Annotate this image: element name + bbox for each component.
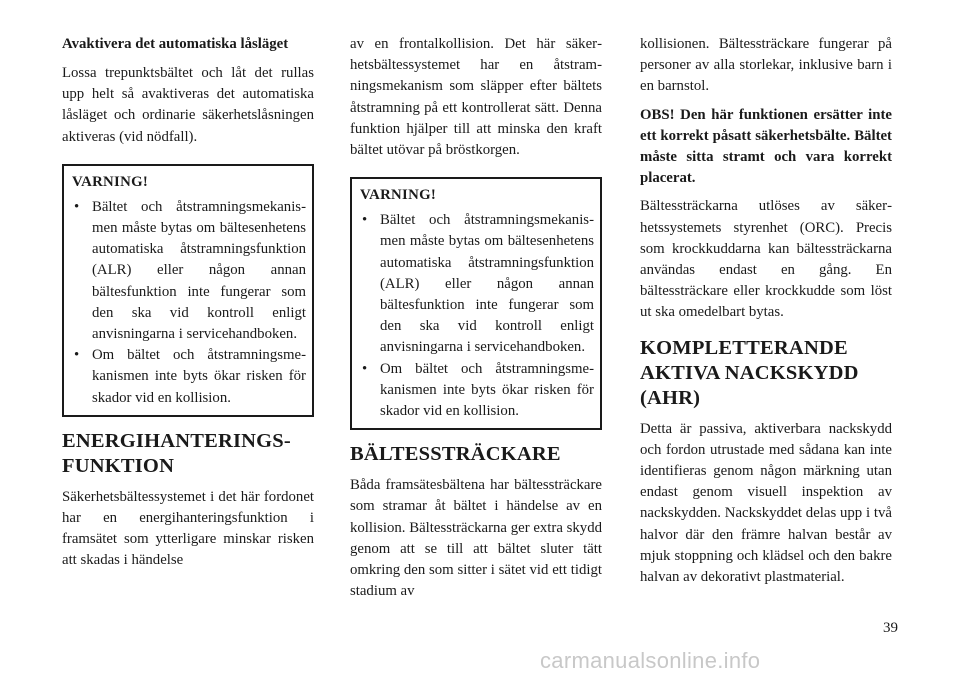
column-left	[62, 34, 314, 579]
section-heading: BÄLTESSTRÄCKARE	[350, 443, 561, 466]
column-right	[640, 34, 892, 595]
body-paragraph: Båda framsätesbältena har bältessträckare som stramar åt bältet i händelse av en kollision. Bältessträckarna ger extra skydd genom att se till att bältet sluter tätt omkring den som sitter i sätet vid ett tidigt stadium av	[350, 477, 602, 600]
warning-box	[350, 177, 602, 430]
body-paragraph: kollisionen. Bältessträckare fungerar på personer av alla storlekar, inklusive barn i en barnstol.	[640, 36, 892, 95]
section-subheading: Avaktivera det automatiska låsläget	[62, 36, 289, 52]
body-paragraph: Lossa trepunktsbältet och låt det rullas upp helt så avaktiveras det automatiska låsläget och ordinarie säkerhetslåsningen aktiveras (vid nödfall).	[62, 65, 314, 145]
page-number: 39	[883, 620, 898, 636]
body-paragraph: Bältessträckarna utlöses av säkerhetssystemets styrenhet (ORC). Precis som krockkuddarna kan bältessträckarna användas endast en gång. En bältessträckare eller krockkudde som löst ut ska omedelbart bytas.	[640, 198, 892, 321]
warning-item: • Bältet och åtstramningsmekanismen måste bytas om bältesenhetens automatiska åtstramningsfunktion (ALR) eller någon annan bältesfunktion inte fungerar som den ska vid kontroll enligt anvisningarna i servicehandboken.	[360, 210, 594, 358]
warning-item: • Om bältet och åtstramningsmekanismen inte byts ökar risken för skador vid en kollision.	[72, 345, 306, 409]
warning-list	[72, 197, 306, 409]
section-heading: KOMPLETTERANDE AKTIVA NACKSKYDD (AHR)	[640, 336, 859, 409]
warning-box	[62, 164, 314, 417]
body-paragraph: av en frontalkollision. Det här säkerhetsbältessystemet har en åtstramningsmekanism som släpper efter bältets åtstramning på ett kontrollerat sätt. Denna funktion hjälper till att minska den kraft bältet utövar på bröstkorgen.	[350, 36, 602, 159]
section-heading: ENERGIHANTERINGSFUNKTION	[62, 429, 291, 477]
warning-title: VARNING!	[360, 187, 437, 204]
warning-item: • Om bältet och åtstramningsmekanismen inte byts ökar risken för skador vid en kollision.	[360, 359, 594, 423]
body-paragraph: Säkerhetsbältessystemet i det här fordonet har en energihanteringsfunktion i framsätet som ytterligare minskar risken att skadas i händelse	[62, 488, 314, 569]
warning-item: • Bältet och åtstramningsmekanismen måste bytas om bältesenhetens automatiska åtstramningsfunktion (ALR) eller någon annan bältesfunktion inte fungerar som den ska vid kontroll enligt anvisningarna i servicehandboken.	[72, 197, 306, 345]
watermark: carmanualsonline.info	[540, 648, 761, 673]
warning-list	[360, 210, 594, 422]
body-paragraph: Detta är passiva, aktiverbara nackskydd och fordon utrustade med sådana kan inte identifieras genom någon märkning utan endast genom visuell inspektion av nackskydden. Nackskyddet delas upp i två halvor där den främre halvan består av mjuk stoppning och klädsel och den bakre halvan av dekorativt plastmaterial.	[640, 420, 892, 586]
column-middle	[350, 34, 602, 609]
warning-title: VARNING!	[72, 173, 149, 190]
note-paragraph: OBS! Den här funktionen ersätter inte ett korrekt påsatt säkerhetsbälte. Bältet måste sitta stramt och vara korrekt placerat.	[640, 106, 892, 187]
